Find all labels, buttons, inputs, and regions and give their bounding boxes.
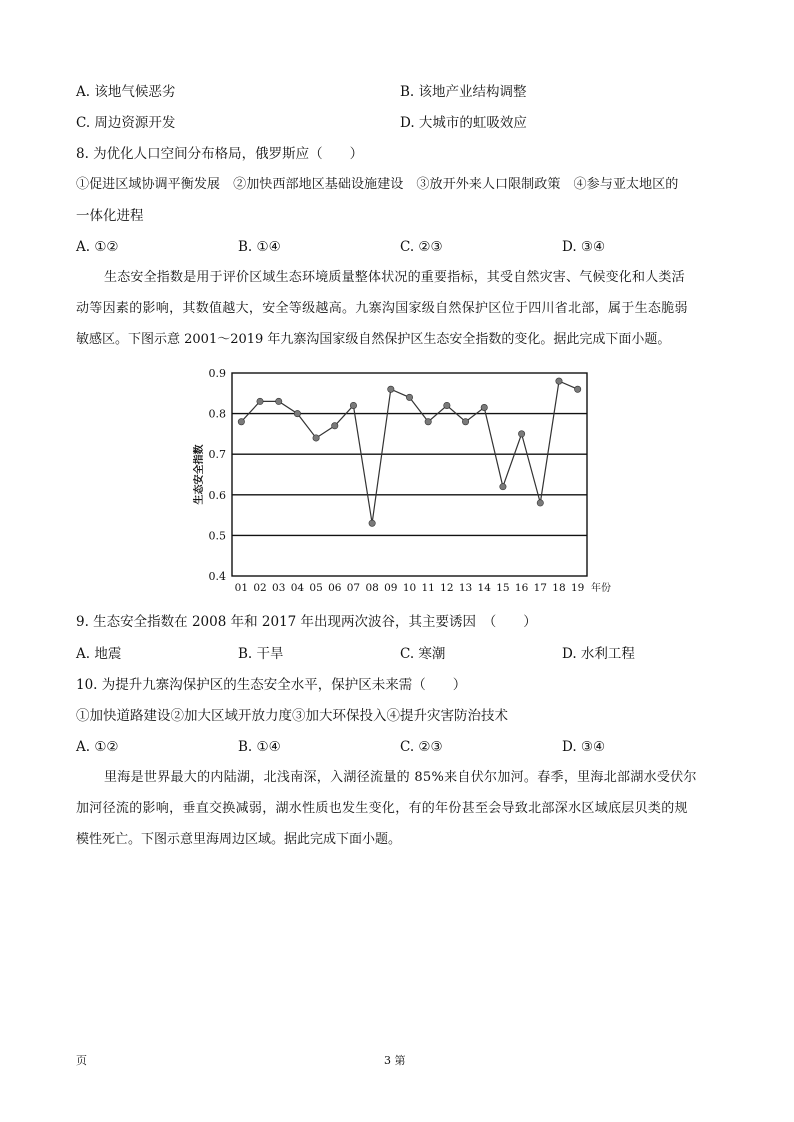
series-line	[241, 381, 577, 523]
chart-x-ticks	[235, 582, 585, 594]
x-tick-label: 03	[272, 582, 286, 594]
q7-option-d: D. 大城市的虹吸效应	[400, 115, 527, 131]
x-tick-label: 12	[440, 582, 454, 594]
data-point	[500, 483, 506, 489]
q10-option-c: C. ②③	[400, 739, 443, 755]
x-tick-label: 06	[328, 582, 342, 594]
data-point	[369, 520, 375, 526]
passage1-line2: 动等因素的影响，其数值越大，安全等级越高。九寨沟国家级自然保护区位于四川省北部，属于生态脆弱	[76, 301, 688, 316]
q8-items-line2: 一体化进程	[76, 208, 144, 224]
data-point	[257, 398, 263, 404]
data-point	[574, 386, 580, 392]
x-tick-label: 01	[234, 582, 249, 594]
q8-option-c: C. ②③	[400, 239, 443, 255]
data-point	[462, 419, 468, 425]
q8-option-b: B. ①④	[238, 239, 281, 255]
data-point	[556, 378, 562, 384]
passage1-line3: 敏感区。下图示意 2001～2019 年九寨沟国家级自然保护区生态安全指数的变化。据此完成下面小题。	[76, 332, 671, 347]
q9-option-a: A. 地震	[76, 646, 122, 662]
y-tick-label: 0.9	[208, 367, 226, 380]
x-tick-label: 16	[514, 582, 529, 594]
passage2-line3: 模性死亡。下图示意里海周边区域。据此完成下面小题。	[76, 832, 402, 847]
data-point	[481, 404, 487, 410]
y-tick-label: 0.4	[208, 570, 226, 583]
q8-option-a: A. ①②	[76, 239, 119, 255]
x-tick-label: 10	[402, 582, 417, 594]
x-tick-label: 15	[496, 582, 510, 594]
x-tick-label: 13	[458, 582, 473, 594]
y-tick-label: 0.8	[208, 407, 226, 421]
passage2-line1: 里海是世界最大的内陆湖，北浅南深，入湖径流量的 85%来自伏尔加河。春季，里海北部湖水受伏尔	[104, 770, 697, 785]
chart-points	[238, 378, 581, 526]
x-tick-label: 14	[477, 582, 491, 594]
q7-option-b: B. 该地产业结构调整	[400, 84, 527, 100]
q9-option-c: C. 寒潮	[400, 646, 446, 662]
eco-security-index-chart	[190, 362, 620, 597]
q10-items: ①加快道路建设②加大区域开放力度③加大环保投入④提升灾害防治技术	[76, 708, 508, 724]
data-point	[350, 402, 356, 408]
x-tick-label: 17	[533, 582, 547, 594]
q10-stem: 10. 为提升九寨沟保护区的生态安全水平，保护区未来需（ ）	[76, 677, 467, 693]
x-tick-label: 19	[570, 582, 585, 594]
footer-left: 页	[76, 1054, 87, 1067]
x-tick-label: 05	[309, 582, 323, 594]
x-tick-label: 09	[384, 582, 398, 594]
x-tick-label: 07	[346, 582, 361, 594]
q7-option-c: C. 周边资源开发	[76, 115, 176, 131]
q10-option-b: B. ①④	[238, 739, 281, 755]
q10-option-d: D. ③④	[562, 739, 606, 755]
plot-frame	[232, 373, 587, 576]
x-tick-label: 11	[421, 582, 435, 594]
chart-y-ticks	[209, 367, 227, 583]
y-tick-label: 0.5	[208, 529, 226, 543]
chart-grid	[232, 373, 587, 576]
data-point	[406, 394, 412, 400]
data-point	[388, 386, 394, 392]
page-number: 3 第	[384, 1054, 406, 1067]
x-axis-label: 年份	[591, 583, 611, 594]
q8-items-line1: ①促进区域协调平衡发展 ②加快西部地区基础设施建设 ③放开外来人口限制政策 ④参与亚太地区的	[76, 177, 679, 192]
q8-stem: 8. 为优化人口空间分布格局，俄罗斯应（ ）	[76, 146, 364, 162]
y-tick-label: 0.7	[208, 448, 226, 462]
data-point	[276, 398, 282, 404]
x-tick-label: 18	[552, 582, 566, 594]
passage1-line1: 生态安全指数是用于评价区域生态环境质量整体状况的重要指标，其受自然灾害、气候变化和人类活	[104, 270, 685, 285]
x-tick-label: 04	[290, 582, 305, 594]
passage2-line2: 加河径流的影响，垂直交换减弱，湖水性质也发生变化，有的年份甚至会导致北部深水区域底层贝类的规	[76, 801, 688, 816]
y-tick-label: 0.6	[208, 488, 226, 502]
q8-option-d: D. ③④	[562, 239, 606, 255]
x-tick-label: 08	[365, 582, 379, 594]
y-axis-label: 生态安全指数	[194, 444, 205, 505]
q10-option-a: A. ①②	[76, 739, 119, 755]
q9-option-d: D. 水利工程	[562, 646, 635, 662]
data-point	[537, 500, 543, 506]
q9-option-b: B. 干旱	[238, 646, 284, 662]
q7-option-a: A. 该地气候恶劣	[76, 84, 176, 100]
data-point	[425, 419, 431, 425]
data-point	[518, 431, 524, 437]
data-point	[238, 419, 244, 425]
x-tick-label: 02	[253, 582, 267, 594]
data-point	[313, 435, 319, 441]
data-point	[332, 423, 338, 429]
data-point	[444, 402, 450, 408]
data-point	[294, 410, 300, 416]
q9-stem: 9. 生态安全指数在 2008 年和 2017 年出现两次波谷，其主要诱因 （ ）	[76, 614, 537, 630]
